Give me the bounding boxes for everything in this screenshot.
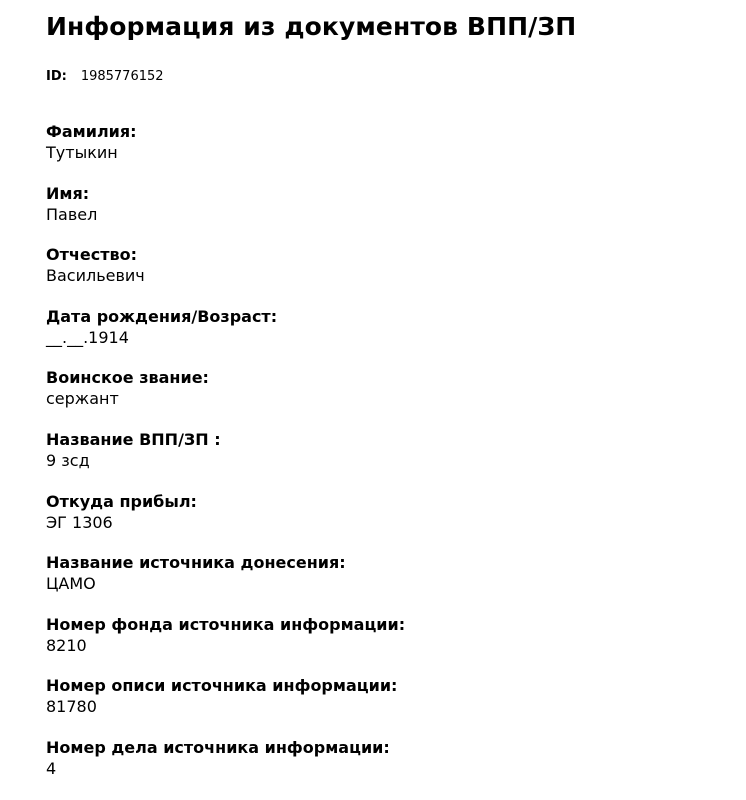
field-value: 4 (46, 758, 57, 778)
field-value: Павел (46, 204, 98, 224)
field-label: Номер фонда источника информации: (46, 614, 406, 634)
field-patronymic (46, 245, 726, 307)
field-label: Фамилия: (46, 122, 137, 141)
field-value: __.__.1914 (46, 327, 129, 347)
field-label: Откуда прибыл: (46, 491, 197, 511)
field-report-source (46, 553, 726, 615)
field-label: Отчество: (46, 245, 137, 265)
field-value: Тутыкин (46, 143, 118, 162)
field-first-name (46, 184, 726, 246)
field-label: Название ВПП/ЗП : (46, 429, 221, 449)
field-label: Воинское звание: (46, 368, 209, 388)
field-value: Васильевич (46, 266, 145, 286)
field-military-rank (46, 368, 726, 430)
field-case-number (46, 738, 726, 800)
field-label: Номер описи источника информации: (46, 676, 398, 696)
field-value: ЭГ 1306 (46, 512, 113, 532)
field-value: 8210 (46, 635, 87, 655)
record-id (46, 68, 164, 86)
field-birth-date (46, 307, 726, 369)
field-value: 81780 (46, 697, 97, 717)
record-id-value: 1985776152 (80, 69, 164, 84)
field-value: 9 зсд (46, 450, 90, 470)
record-fields (46, 122, 726, 800)
field-label: Имя: (46, 183, 90, 203)
field-value: сержант (46, 389, 119, 409)
field-surname (46, 122, 726, 184)
field-fond-number (46, 615, 726, 677)
field-arrived-from (46, 492, 726, 554)
page-title: Информация из документов ВПП/ЗП (46, 12, 577, 41)
field-label: Название источника донесения: (46, 553, 346, 573)
field-unit-name (46, 430, 726, 492)
field-value: ЦАМО (46, 574, 96, 594)
record-id-label: ID: (46, 69, 67, 84)
field-label: Дата рождения/Возраст: (46, 306, 278, 326)
field-label: Номер дела источника информации: (46, 737, 390, 757)
field-inventory-number (46, 676, 726, 738)
